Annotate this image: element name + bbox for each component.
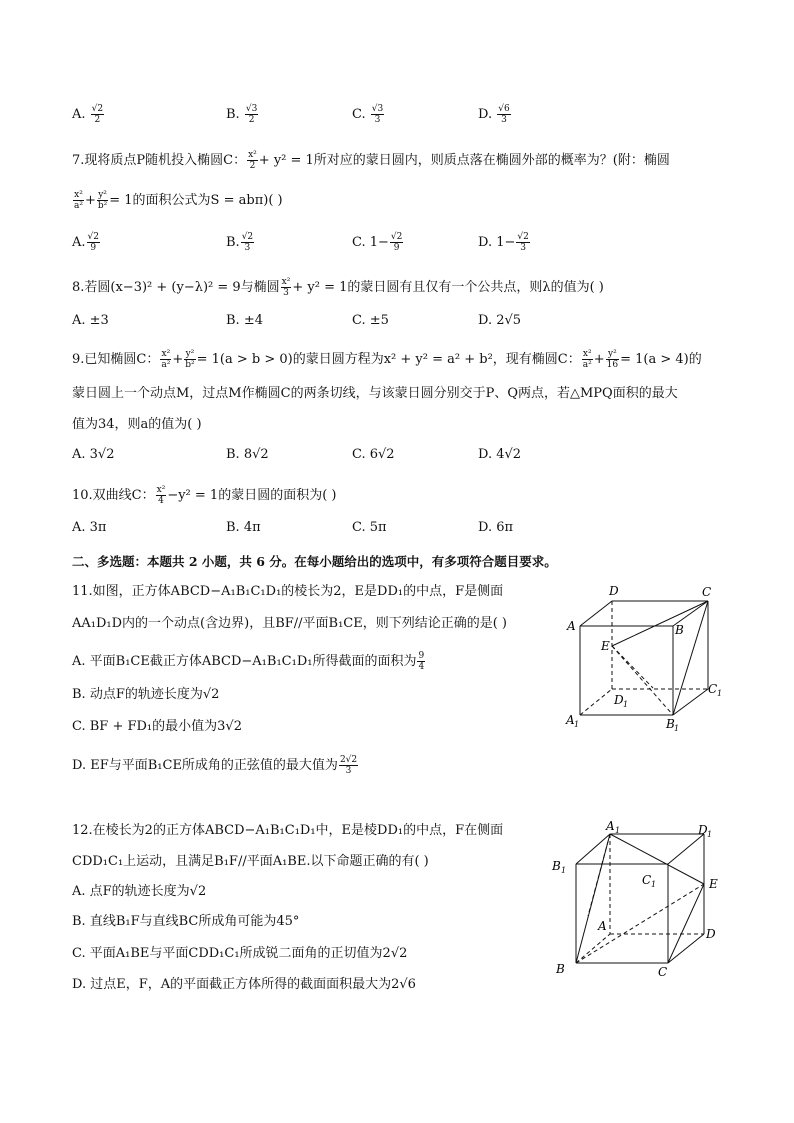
q9-line2: 蒙日圆上一个动点M，过点M作椭圆C的两条切线，与该蒙日圆分别交于P、Q两点，若△MPQ面积的最大	[72, 386, 678, 401]
cube-figure-q11	[560, 578, 730, 734]
svg-text:1: 1	[717, 689, 723, 698]
q9-option-c: C. 6√2	[352, 447, 395, 462]
fig1-label-b1: B	[666, 717, 675, 731]
q11-option-a: A. 平面B₁CE截正方体ABCD−A₁B₁C₁D₁所得截面的面积为 $\frac{9}{4}$	[72, 651, 425, 672]
q11-option-b: B. 动点F的轨迹长度为√2	[72, 687, 220, 702]
fig1-label-d: D	[609, 584, 619, 598]
fig2-label-e: E	[709, 877, 718, 891]
q12-option-c: C. 平面A₁BE与平面CDD₁C₁所成锐二面角的正切值为2√2	[72, 946, 408, 961]
q12-option-b: B. 直线B₁F与直线BC所成角可能为45°	[72, 914, 300, 929]
q9-option-b: B. 8√2	[226, 447, 269, 462]
q12-line2: CDD₁C₁上运动，且满足B₁F//平面A₁BE.以下命题正确的有( )	[72, 854, 429, 869]
q7-line1: 7.现将质点P随机投入椭圆C： $\frac{\text{x²}}{2}$ + y² = 1所对应的蒙日圆内，则质点落在椭圆外部的概率为？(附：椭圆	[72, 150, 670, 171]
fig2-label-c: C	[658, 965, 668, 978]
q8-option-b: B. ±4	[226, 313, 263, 328]
fig1-label-c1: C	[708, 682, 718, 696]
q6-option-c: C. $\frac{√3}{3}$	[352, 104, 384, 125]
fig2-label-b1: B	[552, 859, 561, 873]
q9-line3: 值为34，则a的值为( )	[72, 417, 202, 432]
fig2-label-d: D	[706, 927, 716, 941]
svg-text:1: 1	[651, 880, 657, 889]
fig2-label-d1: D	[698, 823, 708, 837]
q10-stem: 10.双曲线C： $\frac{\text{x²}}{4}$ −y² = 1的蒙日圆的面积为( )	[72, 485, 337, 506]
q6-option-d: D. $\frac{√6}{3}$	[478, 104, 510, 125]
q9-option-d: D. 4√2	[478, 447, 522, 462]
svg-text:1: 1	[623, 700, 629, 709]
fig2-label-a: A	[598, 919, 607, 933]
q9-line1: 9.已知椭圆C： $\frac{\text{x²}}{\text{a²}}$ + $\frac{\text{y²}}{\text{b²}}$ = 1(a > b > 0)的蒙日圆方程为x² + y² = a² + b²，现有椭圆C： $\frac{\text{x²}}{\text{a²}}$ + $\frac{\text{y²}}{16}$ = 1(a > 4)的	[72, 349, 702, 370]
q11-line1: 11.如图，正方体ABCD−A₁B₁C₁D₁的棱长为2，E是DD₁的中点，F是侧面	[72, 584, 504, 599]
q11-line2: AA₁D₁D内的一个动点(含边界)，且BF//平面B₁CE，则下列结论正确的是( )	[72, 616, 507, 631]
q11-option-c: C. BF + FD₁的最小值为3√2	[72, 719, 242, 734]
q12-option-d: D. 过点E，F，A的平面截正方体所得的截面面积最大为2√6	[72, 977, 416, 992]
q7-option-c: C. 1− $\frac{√2}{9}$	[352, 232, 403, 253]
q12-line1: 12.在棱长为2的正方体ABCD−A₁B₁C₁D₁中，E是棱DD₁的中点，F在侧面	[72, 823, 504, 838]
fig1-label-d1: D	[614, 693, 624, 707]
q9-option-a: A. 3√2	[72, 447, 115, 462]
svg-text:1: 1	[574, 720, 580, 729]
q7-option-d: D. 1− $\frac{√2}{3}$	[478, 232, 529, 253]
svg-text:1: 1	[561, 866, 567, 875]
q10-option-b: B. 4π	[226, 520, 261, 535]
q10-option-c: C. 5π	[352, 520, 387, 535]
svg-text:1: 1	[707, 830, 713, 839]
q8-stem: 8.若圆(x−3)² + (y−λ)² = 9与椭圆 $\frac{\text{x²}}{3}$ + y² = 1的蒙日圆有且仅有一个公共点，则λ的值为( )	[72, 277, 604, 298]
fig2-label-a1: A	[606, 819, 615, 833]
q7-line2: $\frac{\text{x²}}{\text{a²}}$ + $\frac{\text{y²}}{\text{b²}}$ = 1的面积公式为S = abπ)( )	[74, 190, 283, 211]
cube-figure-q12	[546, 818, 736, 978]
q10-option-d: D. 6π	[478, 520, 514, 535]
q12-option-a: A. 点F的轨迹长度为√2	[72, 884, 207, 899]
fig1-label-a1: A	[566, 713, 575, 727]
fig1-label-b: B	[675, 623, 684, 637]
section-heading-multi-choice: 二、多选题：本题共 2 小题，共 6 分。在每小题给出的选项中，有多项符合题目要求。	[72, 554, 557, 569]
fig1-label-e: E	[601, 639, 610, 653]
q6-option-a: A. $\frac{√2}{2}$	[72, 104, 104, 125]
fig1-label-c: C	[702, 585, 712, 599]
q8-option-a: A. ±3	[72, 313, 109, 328]
fig2-label-c1: C	[642, 873, 652, 887]
q7-option-a: A. $\frac{√2}{9}$	[72, 232, 99, 253]
q11-option-d: D. EF与平面B₁CE所成角的正弦值的最大值为 $\frac{2√2}{3}$	[72, 755, 358, 776]
q6-option-b: B. $\frac{√3}{2}$	[226, 104, 258, 125]
q10-option-a: A. 3π	[72, 520, 107, 535]
svg-text:1: 1	[615, 826, 621, 835]
svg-text:1: 1	[674, 724, 680, 733]
fig2-label-b: B	[556, 962, 565, 976]
q7-option-b: B. $\frac{√2}{3}$	[226, 232, 254, 253]
q8-option-c: C. ±5	[352, 313, 389, 328]
q8-option-d: D. 2√5	[478, 313, 522, 328]
fig1-label-a: A	[567, 619, 576, 633]
